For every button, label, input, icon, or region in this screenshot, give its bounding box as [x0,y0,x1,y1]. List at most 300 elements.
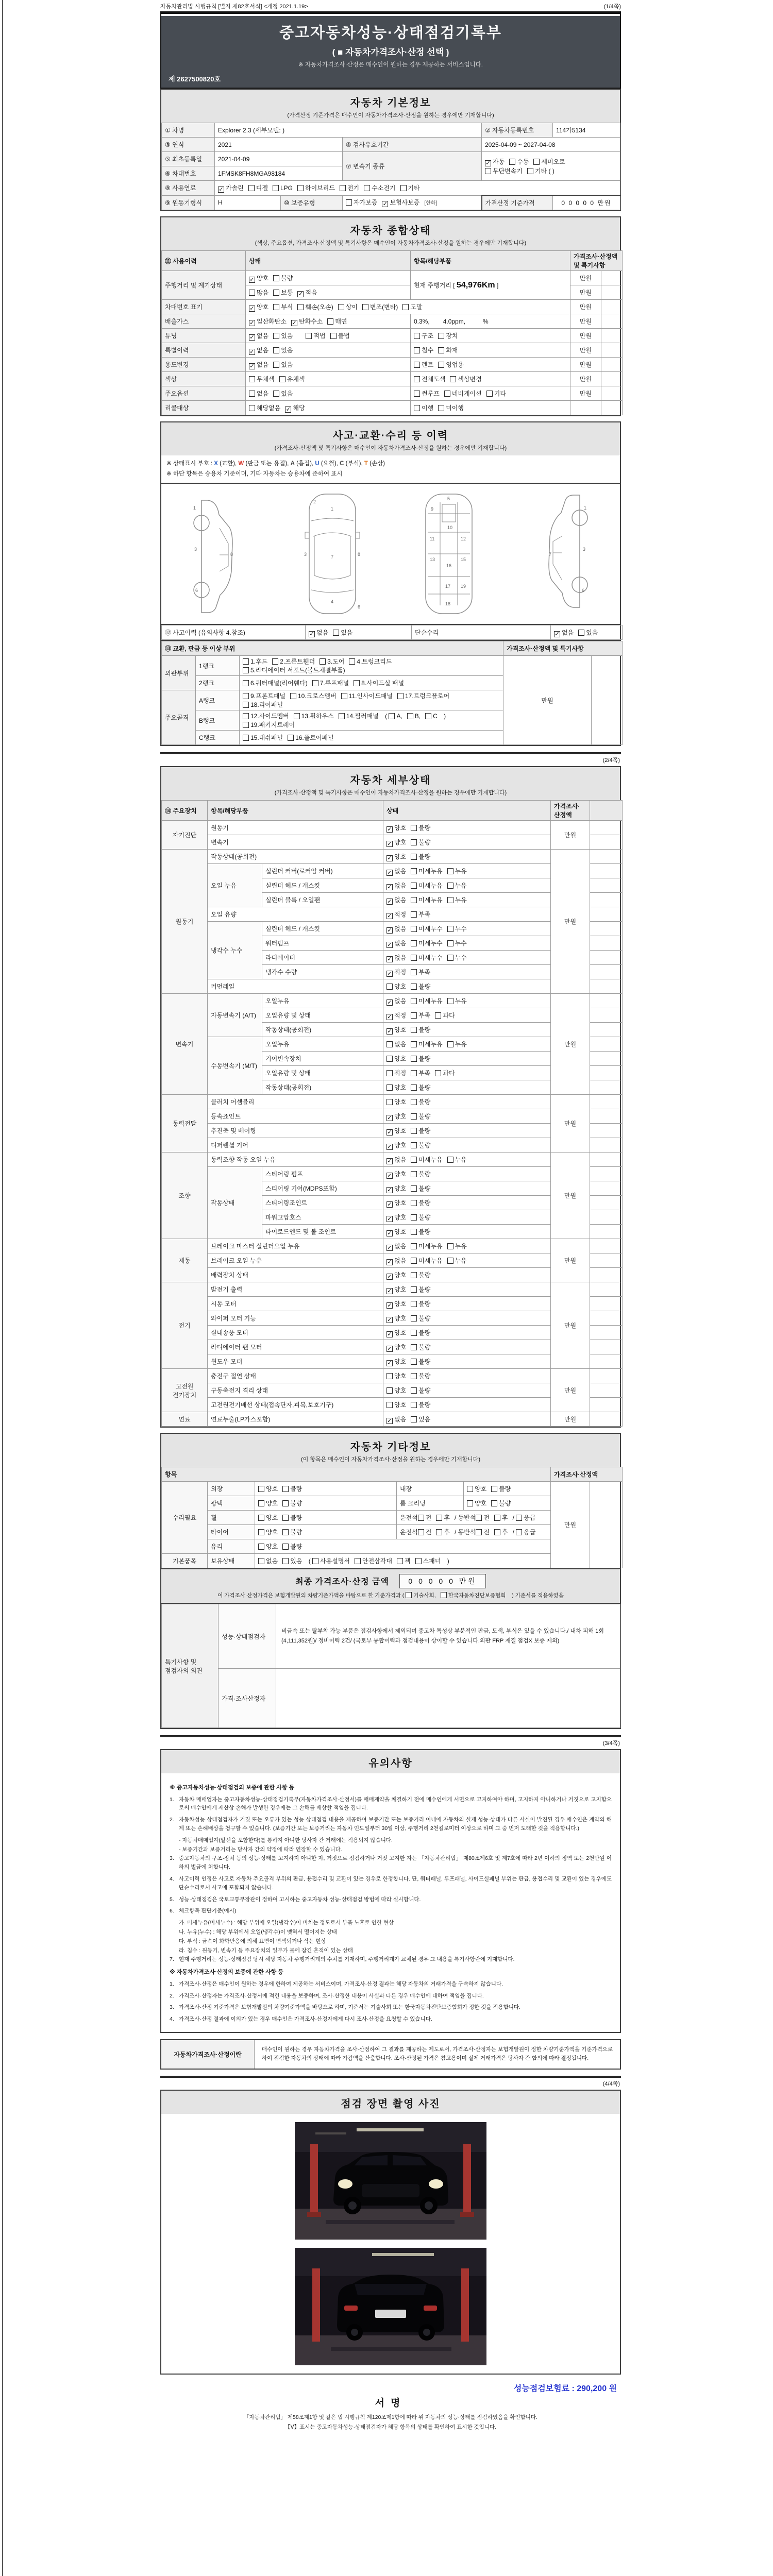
option-label: 없음 [316,629,329,636]
option-label: 적정 [394,1011,407,1019]
option-label: 불량 [418,1387,431,1395]
text-token: C [340,461,344,467]
unchecked-checkbox-icon [389,713,395,719]
checked-checkbox-icon: ✓ [387,1028,392,1035]
current-mileage [411,271,570,300]
unchecked-checkbox-icon [306,333,312,339]
unchecked-checkbox-icon [476,1515,482,1521]
checkbox-option [411,1270,430,1279]
checkbox-option [272,657,315,666]
unchecked-checkbox-icon [414,376,420,382]
checkbox-option [386,1069,406,1077]
option-label: 기술사회, [413,1592,436,1599]
option-label: 불량 [418,1127,431,1134]
cell-note [590,1037,623,1052]
row-vin-marking: 차대번호 표기 [162,300,246,314]
unchecked-checkbox-icon [411,1185,417,1192]
option-label: 전 [483,1529,490,1536]
option-label: 양호 [266,1543,278,1551]
option-label: 불량 [290,1500,303,1507]
option-label: 불량 [418,1300,431,1308]
option-label: 불량 [418,838,431,846]
option-label: 없음 [394,896,407,904]
unchecked-checkbox-icon [436,1529,442,1535]
cell-opts [383,1383,551,1398]
cell-note [590,1196,623,1210]
cell-txt: 디퍼렌셜 기어 [208,1138,383,1153]
notice-item-number: 7. [170,1956,174,1963]
checkbox-option [397,691,449,700]
simple-repair-label: 단순수리 [412,625,551,640]
car-diagram-underbody [410,489,488,619]
checkbox-option [411,910,430,919]
col-state: 상태 [383,801,551,821]
checkbox-option [402,302,422,311]
checkbox-option [386,953,406,962]
checkbox-option [386,1314,406,1323]
cell-won: 만원 [570,314,601,329]
checkbox-option [414,375,445,383]
checkbox-option [386,1256,406,1265]
cell-note [601,285,623,300]
notice-item [170,1895,612,1904]
unchecked-checkbox-icon [411,984,417,990]
unchecked-checkbox-icon [386,1056,393,1062]
option-label: 기타 [494,390,506,397]
accident-history-label: ⑫ 사고이력 (유의사항 4.참조) [162,625,306,640]
notice-item-text: 체크항목 판단기준(예시) [179,1908,237,1914]
option-label: 양호 [394,1098,407,1106]
option-label: 없음 [394,1257,407,1264]
option-label: 양호 [394,1228,407,1235]
option-label: 미세누유 [418,896,443,904]
option-label: 양호 [394,1300,407,1308]
checkbox-option [249,360,268,369]
option-label: 양호 [394,1358,407,1365]
cell-txt: 파워고압호스 [262,1210,383,1225]
cell-opts [383,1181,551,1196]
unchecked-checkbox-icon [339,713,345,719]
option-label: 양호 [266,1485,278,1493]
cell-won [570,401,601,415]
unchecked-checkbox-icon [279,376,285,382]
option-label: 렌트 [422,361,434,368]
cell-opts [383,1253,551,1268]
checkbox-option [411,1155,442,1164]
option-label: 있음 [290,1557,303,1565]
option-label: 18.리어패널 [250,701,283,709]
svg-text:2: 2 [313,499,316,505]
unchecked-checkbox-icon [397,693,404,699]
checkbox-option [411,1025,430,1034]
checkbox-option [285,403,305,413]
unchecked-checkbox-icon [435,1070,441,1076]
checked-checkbox-icon: ✓ [387,1172,392,1179]
cell-opts [383,965,551,979]
cell-won: 만원 [551,1369,590,1412]
option-label: 불량 [418,1141,431,1149]
notice-item [170,2015,612,2024]
checked-checkbox-icon: ✓ [387,1129,392,1136]
cell-opts [383,1080,551,1095]
option-label: A, [396,713,402,720]
section-subtitle: (가격산정 기준가격은 매수인이 자동차가격조사·산정을 원하는 경우에만 기재합니다) [287,112,494,118]
cell-sub: A랭크 [196,690,240,710]
checkbox-option [306,331,325,340]
unchecked-checkbox-icon [248,185,255,191]
checkbox-option [411,838,430,846]
cell-txt: 실내송풍 모터 [208,1326,383,1340]
checkbox-option [294,711,334,720]
car-diagram-left-side [184,489,255,619]
cell-txt: 라디에이터 [262,951,383,965]
checkbox-option [355,1556,392,1565]
checked-checkbox-icon: ✓ [387,1302,392,1309]
option-label: 없음 [257,332,269,340]
option-label: 스패너 [423,1557,441,1565]
cell-opts [240,710,503,731]
svg-text:8: 8 [358,552,361,557]
text-token: [한화] [424,200,438,207]
cell-note [590,922,623,936]
checkbox-option [386,1112,406,1121]
checkbox-option [435,1011,455,1020]
checkbox-option [258,1528,278,1536]
option-label: 불량 [418,1271,431,1279]
checkbox-option [411,1141,430,1149]
checkbox-option [243,666,345,674]
svg-text:11: 11 [429,536,435,542]
checkbox-option [411,1184,430,1193]
unchecked-checkbox-icon [418,1515,424,1521]
option-label: 보통 [281,289,293,296]
notice-item [170,1795,612,1813]
group-high-voltage [162,1369,208,1412]
checkbox-option [414,389,440,398]
svg-text:9: 9 [430,506,433,512]
page-marker-3: (3/4쪽) [602,1740,620,1747]
checkbox-option [320,657,344,666]
cell-txt: 내장 [397,1482,464,1496]
car-diagram-top-view [294,489,371,619]
unchecked-checkbox-icon [447,1157,453,1163]
checkbox-option [411,1126,430,1135]
notice-item-number: 1. [170,1796,174,1803]
checkbox-option [258,1542,278,1551]
cell-note [592,656,623,745]
cell-txt: 브레이크 마스터 실린더오일 누유 [208,1239,383,1253]
col-item: 항목 [162,1467,551,1482]
option-label: 전체도색 [422,376,446,383]
option-label: 영업용 [446,361,464,368]
svg-text:1: 1 [584,505,587,511]
option-label: 장치 [446,332,458,340]
option-label: 불량 [418,1026,431,1033]
option-label: 양호 [394,1401,407,1409]
cell-opts [246,314,411,329]
checkbox-option [494,1528,508,1536]
option-label: 구조 [422,332,434,340]
cell-opts [397,1525,551,1539]
unchecked-checkbox-icon [414,347,420,353]
option-label: 없음 [257,361,269,368]
unchecked-checkbox-icon [354,680,360,686]
notice-item-text: 성능·상태점검은 국토교통부장관이 정하여 고시하는 중고자동차 성능·상태점검 방법에 따라 실시합니다. [179,1896,421,1903]
notice-item [170,1955,612,1964]
cell-txt: 스티어링 기어(MDPS포함) [262,1181,383,1196]
unchecked-checkbox-icon [249,290,255,296]
option-label: 전 [425,1514,432,1522]
section-subtitle: (가격조사·산정액 및 특기사항은 매수인이 자동차가격조사·산정을 원하는 경우에만 기재합니다) [274,790,507,796]
checkbox-option [438,403,464,412]
cell-note [590,1311,623,1326]
col-price-note: 가격조사·산정액 및 특기사항 [570,251,623,271]
option-label: 잭 [404,1557,411,1565]
option-label: 있음 [341,629,353,636]
row-recall: 리콜대상 [162,401,246,415]
option-label: 10.크로스멤버 [297,692,337,700]
option-label: 적음 [305,289,317,296]
checkbox-option [340,183,359,192]
option-label: 미세누수 [418,939,443,947]
option-label: 누유 [455,1257,467,1264]
option-label: 불량 [418,1329,431,1336]
option-label: 불량 [290,1529,303,1536]
cell-opts [246,358,411,372]
cell-note [590,1282,623,1297]
unchecked-checkbox-icon [527,168,533,174]
unchecked-checkbox-icon [491,1486,497,1492]
inspector-opinion: 비금속 또는 탈부착 가능 부품은 점검사항에서 제외되며 중고차 특성상 부분적인 판금, 도색, 부식은 있을 수 있습니다./ 내차 피해 1회 (4,111,352원)/ 정비이력 2건/ (국토부 통합이력과 점검내용이 상이할 수 있습니다.외판 FRP 재질 점검X 보증 제외) [276,1604,620,1669]
section-basic-info-header [160,89,621,123]
cell-note [590,1297,623,1311]
checked-checkbox-icon: ✓ [387,1244,392,1251]
page-marker-1: (1/4쪽) [603,4,621,10]
checkbox-option [273,389,293,398]
cell-note [590,1052,623,1066]
notice-item [170,1875,612,1892]
option-label: 기타 ( ) [534,167,554,175]
cell-note [601,271,623,285]
col-usage-history: ⑪ 사용이력 [162,251,246,271]
checkbox-option [411,1314,430,1323]
option-label: 매연 [335,317,347,325]
footer-lines [160,2413,621,2432]
unchecked-checkbox-icon [578,630,584,636]
unchecked-checkbox-icon [411,1258,417,1264]
checkbox-option [282,1556,302,1565]
option-label: 미세누유 [418,882,443,889]
warranty-type-label: ⑩ 보증유형 [281,195,343,210]
cell-txt: 오일누유 [262,994,383,1008]
checked-checkbox-icon: ✓ [249,348,255,355]
footer-line-2: 【Ⅴ】표시는 중고자동차성능·상태점검자가 해당 항목의 상태를 확인하여 표시한 것입니다. [284,2424,497,2430]
checkbox-option [516,1528,535,1536]
option-label: 침수 [422,347,434,354]
cell-note [590,1167,623,1181]
checkbox-option [411,1011,430,1020]
document-note: ※ 자동차가격조사·산정은 매수인이 원하는 경우 제공하는 서비스입니다. [298,62,483,68]
checked-checkbox-icon: ✓ [387,898,392,905]
option-label: 불량 [499,1485,511,1493]
checkbox-option [386,1025,406,1035]
notice-item-number: 3. [170,1855,174,1862]
unchecked-checkbox-icon [258,1529,264,1535]
cell-opts [411,386,570,401]
cell-txt: 작동상태(공회전) [262,1080,383,1095]
checkbox-option [386,895,406,905]
text-token: A [290,461,295,467]
text-token: T [364,461,368,467]
option-label: 있음 [281,346,293,354]
checkbox-option [218,183,244,193]
cell-note [590,821,623,835]
cell-won: 만원 [551,994,590,1095]
cell-opts [383,1340,551,1354]
unchecked-checkbox-icon [411,1056,417,1062]
notice-item [170,1816,612,1833]
option-label: 양호 [394,1314,407,1322]
signature-label: 서명 [375,2397,407,2409]
inspection-form [160,2,621,2432]
unchecked-checkbox-icon [447,897,453,903]
unchecked-checkbox-icon [411,1286,417,1293]
option-label: 가솔린 [226,184,244,192]
option-label: 양호 [394,1084,407,1092]
cell-txt: 작동상태(공회전) [208,850,383,864]
notice-item-number: 5. [170,1896,174,1903]
checkbox-option [282,1499,302,1507]
checkbox-option [282,1484,302,1493]
notice-sub-item: - 보증기간과 보증거리는 당사자 간의 약정에 따라 연장할 수 있습니다. [179,1846,342,1853]
cell-opts [383,878,551,893]
checkbox-option [346,198,377,207]
notices-body [160,1773,621,2033]
cell-txt: 오일유량 및 상태 [262,1008,383,1023]
cell-opts [255,1554,551,1568]
checkbox-option [411,852,430,861]
checked-checkbox-icon: ✓ [285,406,291,413]
option-label: 불량 [290,1543,303,1551]
option-label: 불량 [418,1228,431,1235]
checkbox-option [578,628,598,637]
checkbox-option [386,996,406,1006]
cell-note [590,965,623,979]
option-label: 없음 [266,1557,278,1565]
unchecked-checkbox-icon [447,955,453,961]
checkbox-option [386,1097,406,1106]
cell-note [590,936,623,951]
text-token: ) 기준서를 적용하였음 [510,1592,564,1599]
cell-opts [464,1496,551,1511]
checkbox-option [411,1213,430,1222]
checkbox-option [389,713,402,720]
checkbox-option [386,1155,406,1164]
option-label: 누유 [455,896,467,904]
notice-sub-item: 라. 침수 : 원동기, 변속기 등 주요장치의 일부가 물에 잠긴 흔적이 있는 상태 [179,1947,353,1954]
checked-checkbox-icon: ✓ [387,1259,392,1265]
unchecked-checkbox-icon [411,969,417,975]
checkbox-option [411,1198,430,1207]
col-device: ⑭ 주요장치 [162,801,208,821]
checkbox-option [386,982,406,991]
checkbox-option [436,1528,450,1536]
page-marker-2: (2/4쪽) [602,757,620,764]
cell-opts [246,343,411,358]
unchecked-checkbox-icon [414,333,420,339]
cell-won: 만원 [551,1153,590,1239]
checked-checkbox-icon: ✓ [387,1143,392,1150]
option-label: 양호 [394,1329,407,1336]
cell-note [601,314,623,329]
cell-txt: 기어변속장치 [262,1052,383,1066]
unchecked-checkbox-icon [486,391,493,397]
unchecked-checkbox-icon [386,1373,393,1379]
cell-sub: 휠 [208,1511,255,1525]
notice-item-text: 가격조사·산정자는 가격조사·산정서에 적힌 내용을 보증하며, 조사·산정한 내용이 사실과 다른 경우 매수인에 대하여 책임을 집니다. [179,1992,484,1999]
unchecked-checkbox-icon [402,304,409,310]
checked-checkbox-icon: ✓ [387,1230,392,1236]
unchecked-checkbox-icon [411,1272,417,1278]
checkbox-option [243,691,285,700]
insurance-fee: 성능점검보험료 : 290,200 원 [513,2384,617,2393]
unchecked-checkbox-icon [273,391,279,397]
document-subtitle: ( ■ 자동차가격조사·산정 선택 ) [332,47,449,57]
option-label: 양호 [266,1500,278,1507]
option-label: 불량 [418,1184,431,1192]
cell-txt: 작동상태(공회전) [262,1023,383,1037]
unchecked-checkbox-icon [441,1592,447,1598]
unchecked-checkbox-icon [386,984,393,990]
checkbox-option [436,1513,450,1522]
checkbox-option [411,1083,430,1092]
option-label: 미세누유 [418,1242,443,1250]
checkbox-option [282,1542,302,1551]
cell-opts [411,358,570,372]
unchecked-checkbox-icon [438,347,444,353]
cell-txt: 발전기 출력 [208,1282,383,1297]
final-price-band [160,1569,621,1604]
unchecked-checkbox-icon [450,376,456,382]
row-mileage: 주행거리 및 계기상태 [162,271,246,300]
checkbox-option [291,317,323,326]
unchecked-checkbox-icon [341,693,347,699]
option-label: 후 [502,1514,508,1522]
option-label: 양호 [394,853,407,860]
unchecked-checkbox-icon [346,199,352,206]
cell-note [590,1008,623,1023]
group-transmission: 변속기 [162,994,208,1095]
checked-checkbox-icon: ✓ [387,1287,392,1294]
option-label: 2.프론트휀더 [280,658,315,666]
cell-opts [383,1023,551,1037]
cell-note [590,1124,623,1138]
text-token: (요철), [319,461,340,467]
checkbox-option [273,184,293,192]
checkbox-option [341,691,393,700]
unchecked-checkbox-icon [411,1344,417,1350]
base-price-value: 0 0 0 0 0 만원 [553,195,620,210]
cell-sub: 보유상태 [208,1554,255,1568]
unchecked-checkbox-icon [273,362,279,368]
option-label: 누유 [455,867,467,875]
checkbox-option [411,1357,430,1366]
option-label: 수소전기 [372,184,396,192]
checkbox-option [249,331,268,341]
cell-txt: 실린더 헤드 / 개스킷 [262,922,383,936]
option-label: 양호 [394,1112,407,1120]
option-label: 양호 [257,274,269,282]
